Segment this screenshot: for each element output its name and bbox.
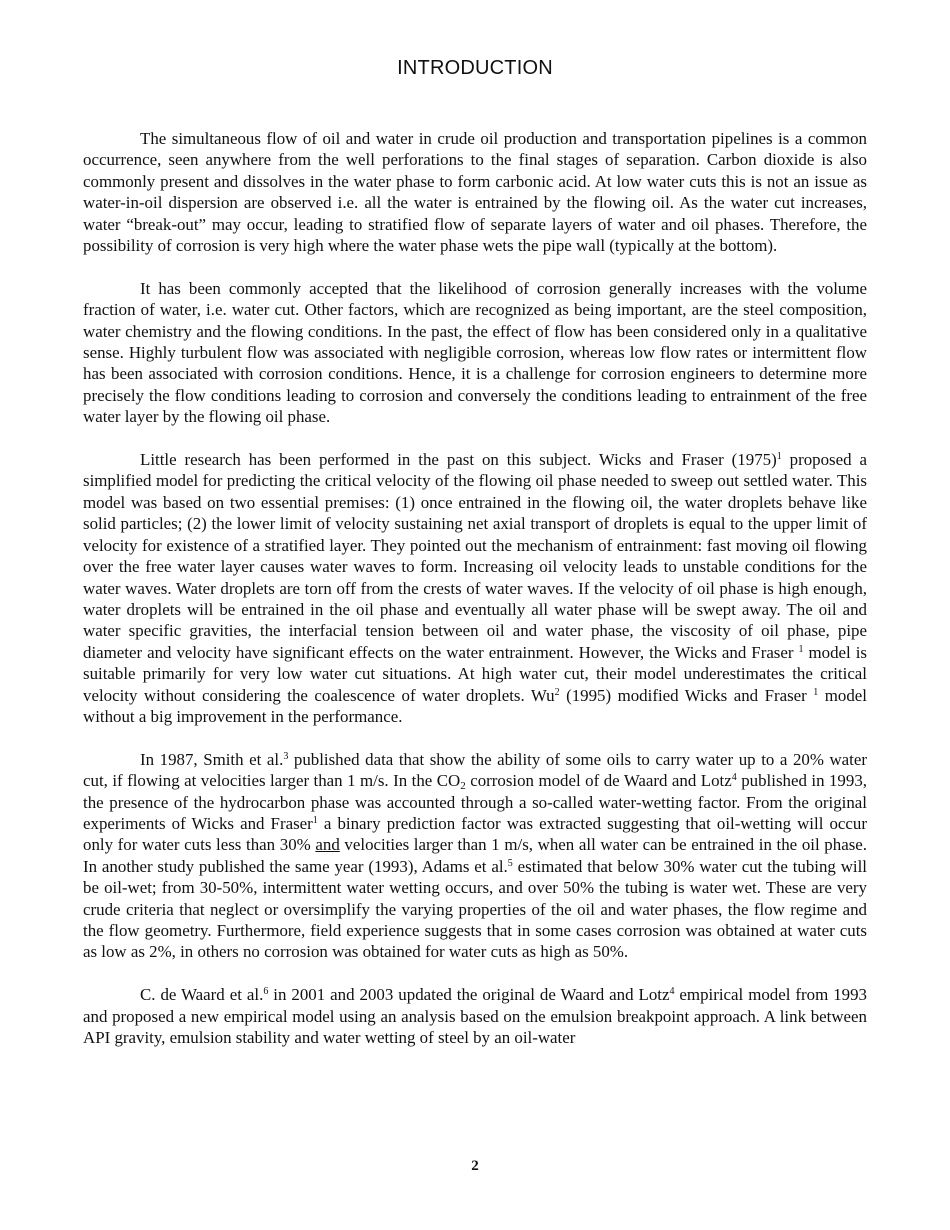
paragraph-5 [83, 984, 867, 1048]
paragraph-4-text: In 1987, Smith et al. [140, 749, 284, 769]
section-heading: INTRODUCTION [397, 57, 553, 79]
paragraph-5-text: empirical model from 1993 and proposed a new empirical model using an analysis based on the emulsion breakpoint approach. A link between API gravity, emulsion stability and water wetting of steel by an oil-water [83, 985, 867, 1047]
page-number: 2 [471, 1158, 479, 1174]
paragraph-3-text: Little research has been performed in the past on this subject. Wicks and Fraser (1975) [140, 450, 777, 470]
chemical-subscript: 2 [460, 780, 466, 793]
paragraph-4-text: estimated that below 30% water cut the tubing will be oil-wet; from 30-50%, intermittent water wetting occurs, and over 50% the tubing is water wet. These are very crude criteria that neglect or oversimplify the varying properties of the oil and water phases, the flow regime and the flow geometry. Furthermore, field experience suggests that in some cases corrosion was obtained at water cuts as low as 2%, in others no corrosion was obtained for water cuts as high as 50%. [83, 856, 867, 962]
paragraph-4-text: a binary prediction factor was extracted suggesting that oil-wetting will occur only for water cuts less than 30% [83, 813, 867, 855]
paragraph-5-text: in 2001 and 2003 updated the original de Waard and Lotz [268, 985, 670, 1005]
paragraph-4-text: corrosion model of de Waard and Lotz [465, 771, 732, 791]
reference-superscript: 2 [554, 686, 560, 698]
paragraph-4-text: published in 1993, the presence of the hydrocarbon phase was accounted through a so-called water-wetting factor. From the original experiments of Wicks and Fraser [83, 771, 867, 833]
paragraph-3 [83, 449, 867, 727]
reference-superscript: 1 [798, 643, 804, 655]
reference-superscript: 5 [507, 857, 513, 869]
underlined-word: and [315, 835, 340, 855]
paragraph-1: The simultaneous flow of oil and water in crude oil production and transportation pipelines is a common occurrence, seen anywhere from the well perforations to the final stages of separation. Carbon dioxide is also commonly present and dissolves in the water phase to form carbonic acid. At low water cuts this is not an issue as water-in-oil dispersion are observed i.e. all the water is entrained by the flowing oil. As the water cut increases, water “break-out” may occur, leading to stratified flow of separate layers of water and oil phases. Therefore, the possibility of corrosion is very high where the water phase wets the pipe wall (typically at the bottom). [83, 129, 867, 256]
reference-superscript: 4 [731, 772, 737, 784]
paragraph-5-text: C. de Waard et al. [140, 985, 264, 1005]
reference-superscript: 3 [283, 750, 289, 762]
reference-superscript: 4 [669, 986, 675, 998]
paragraph-4 [83, 749, 867, 963]
reference-superscript: 1 [813, 686, 819, 698]
paragraph-4-text: published data that show the ability of some oils to carry water up to a 20% water cut, if flowing at velocities larger than 1 m/s. In the CO [83, 749, 867, 791]
reference-superscript: 1 [776, 451, 782, 463]
paragraph-3-text: model without a big improvement in the performance. [83, 685, 867, 726]
paragraph-3-text: (1995) modified Wicks and Fraser [559, 685, 814, 705]
paragraph-2: It has been commonly accepted that the likelihood of corrosion generally increases with the volume fraction of water, i.e. water cut. Other factors, which are recognized as being important, are the steel composition, water chemistry and the flowing conditions. In the past, the effect of flow has been considered only in a qualitative sense. Highly turbulent flow was associated with negligible corrosion, whereas low flow rates or intermittent flow has been associated with corrosion conditions. Hence, it is a challenge for corrosion engineers to determine more precisely the flow conditions leading to corrosion and conversely the conditions leading to entrainment of the free water layer by the flowing oil phase. [83, 278, 867, 427]
paragraph-3-text: model is suitable primarily for very low water cut situations. At high water cut, their model underestimates the critical velocity without considering the coalescence of water droplets. Wu [83, 642, 867, 705]
reference-superscript: 1 [312, 814, 318, 826]
document-page [83, 0, 867, 1230]
body-text [83, 128, 867, 1070]
paragraph-4-text: velocities larger than 1 m/s, when all water can be entrained in the oil phase. In another study published the same year (1993), Adams et al. [83, 835, 867, 876]
paragraph-3-text: proposed a simplified model for predicting the critical velocity of the flowing oil phase needed to sweep out settled water. This model was based on two essential premises: (1) once entrained in the flowing oil, the water droplets behave like solid particles; (2) the lower limit of velocity sustaining net axial transport of droplets is equal to the upper limit of velocity for existence of a stratified layer. They pointed out the mechanism of entrainment: fast moving oil flowing over the free water layer causes water waves to form. Increasing oil velocity leads to unstable conditions for the water waves. Water droplets are torn off from the crests of water waves. If the velocity of oil phase is high enough, water droplets will be entrained in the oil phase and eventually all water phase will be swept away. The oil and water specific gravities, the interfacial tension between oil and water phase, the viscosity of oil phase, pipe diameter and velocity have significant effects on the water entrainment. However, the Wicks and Fraser [83, 450, 867, 662]
reference-superscript: 6 [263, 986, 269, 998]
